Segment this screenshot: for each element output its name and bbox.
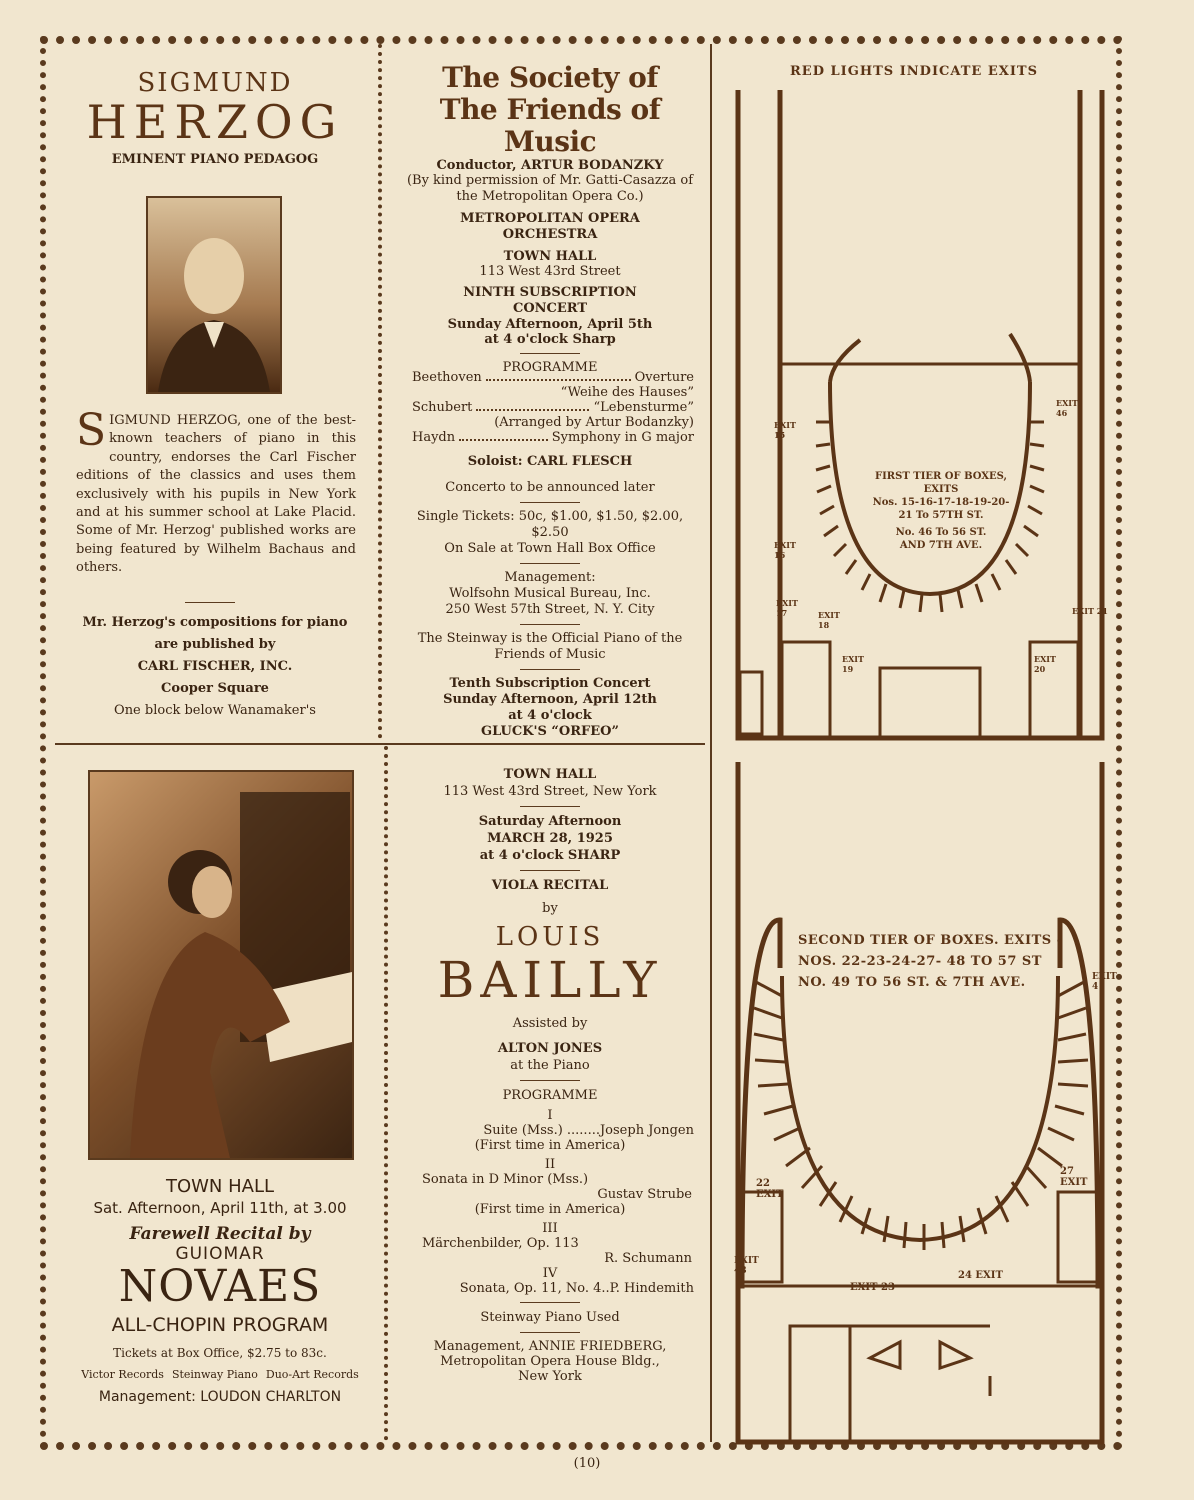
first-tier-line: AND 7TH AVE. bbox=[899, 540, 983, 551]
programme-composer: Schubert bbox=[412, 400, 473, 415]
first-tier-label bbox=[866, 470, 1016, 552]
society-rule-2 bbox=[520, 502, 580, 503]
society-time: at 4 o'clock Sharp bbox=[484, 332, 616, 347]
bailly-management-city: New York bbox=[518, 1369, 582, 1384]
society-date: Sunday Afternoon, April 5th bbox=[447, 317, 653, 332]
herzog-line1: Mr. Herzog's compositions for piano bbox=[82, 615, 348, 630]
society-title-2: The Friends of Music bbox=[439, 93, 661, 158]
bailly-rule-2 bbox=[520, 870, 580, 871]
herzog-address: Cooper Square bbox=[161, 681, 269, 696]
exit-label-4: EXIT 4 bbox=[1092, 972, 1117, 992]
society-rule-4 bbox=[520, 624, 580, 625]
herzog-bio bbox=[76, 405, 356, 578]
programme-row bbox=[412, 415, 694, 430]
second-tier-line: NOS. 22-23-24-27- 48 TO 57 ST bbox=[798, 954, 1042, 969]
pianist-figure-icon bbox=[90, 772, 352, 1158]
bailly-programme-label: PROGRAMME bbox=[502, 1088, 598, 1103]
society-details bbox=[400, 454, 700, 740]
programme-number: IV bbox=[542, 1266, 558, 1281]
herzog-line2: are published by bbox=[154, 637, 276, 652]
divider-left-bottom bbox=[384, 746, 392, 1441]
programme-composer: Beethoven bbox=[412, 370, 482, 385]
plans-header: RED LIGHTS INDICATE EXITS bbox=[790, 64, 1038, 79]
society-venue-address: 113 West 43rd Street bbox=[479, 264, 621, 279]
society-steinway: The Steinway is the Official Piano of the Friends of Music bbox=[417, 631, 683, 662]
programme-work: “Lebensturme” bbox=[593, 400, 694, 415]
programme-leader bbox=[476, 400, 589, 411]
society-next-date: Sunday Afternoon, April 12th bbox=[443, 692, 657, 707]
herzog-first-name: SIGMUND bbox=[137, 68, 293, 98]
society-conductor: Conductor, ARTUR BODANZKY bbox=[436, 158, 664, 173]
programme-row bbox=[412, 430, 694, 445]
novaes-panel bbox=[60, 1176, 380, 1405]
sponsor-duo-art: Duo-Art Records bbox=[265, 1368, 359, 1381]
bailly-piano: Steinway Piano Used bbox=[480, 1310, 620, 1325]
exit-label-15: EXIT 15 bbox=[774, 420, 796, 440]
society-venue: TOWN HALL bbox=[503, 249, 597, 264]
society-next-concert: Tenth Subscription Concert bbox=[449, 676, 651, 691]
first-tier-line: No. 46 To 56 ST. bbox=[895, 527, 987, 538]
society-next-work: GLUCK'S “ORFEO” bbox=[481, 724, 619, 739]
programme-work: Symphony in G major bbox=[551, 430, 694, 445]
herzog-last-name: HERZOG bbox=[86, 95, 344, 149]
novaes-photo bbox=[88, 770, 354, 1160]
bailly-assisted: Assisted by bbox=[512, 1016, 588, 1031]
society-tickets: Single Tickets: 50c, $1.00, $1.50, $2.00, $2.50 bbox=[416, 509, 684, 540]
society-programme bbox=[412, 370, 694, 445]
programme-line: Gustav Strube bbox=[597, 1187, 692, 1202]
society-management-label: Management: bbox=[504, 570, 596, 585]
second-tier-line: SECOND TIER OF BOXES. EXITS - bbox=[798, 933, 1063, 948]
programme-work: Overture bbox=[634, 370, 694, 385]
programme-leader bbox=[459, 430, 548, 441]
second-tier-label bbox=[798, 930, 1078, 993]
second-tier-plan bbox=[720, 756, 1115, 1446]
programme-work: (Arranged by Artur Bodanzky) bbox=[494, 415, 694, 430]
programme-line: R. Schumann bbox=[604, 1251, 692, 1266]
bailly-day: Saturday Afternoon bbox=[478, 814, 622, 829]
herzog-publisher-block bbox=[60, 612, 370, 722]
exit-label-17: EXIT 17 bbox=[776, 598, 798, 618]
bailly-pianist: ALTON JONES bbox=[497, 1041, 603, 1056]
bailly-time: at 4 o'clock SHARP bbox=[479, 848, 621, 863]
bailly-panel bbox=[400, 766, 700, 1384]
bailly-last-name: BAILLY bbox=[437, 951, 663, 1009]
society-concert: NINTH SUBSCRIPTION CONCERT bbox=[463, 285, 637, 316]
society-orchestra: METROPOLITAN OPERA ORCHESTRA bbox=[460, 211, 640, 242]
programme-line: (First time in America) bbox=[474, 1202, 626, 1217]
first-tier-line: 21 To 57TH ST. bbox=[898, 510, 984, 521]
society-rule-1 bbox=[520, 353, 580, 354]
programme-row bbox=[412, 400, 694, 415]
exit-label-22: 22 EXIT bbox=[756, 1178, 784, 1200]
novaes-first-name: GUIOMAR bbox=[175, 1244, 265, 1264]
bailly-rule-5 bbox=[520, 1332, 580, 1333]
herzog-rule bbox=[185, 602, 235, 603]
society-rule-3 bbox=[520, 563, 580, 564]
society-soloist: Soloist: CARL FLESCH bbox=[467, 454, 633, 469]
exit-label-18: EXIT 18 bbox=[818, 610, 840, 630]
divider-horizontal bbox=[55, 743, 705, 745]
sponsor-victor: Victor Records bbox=[81, 1368, 164, 1381]
bailly-rule-4 bbox=[520, 1302, 580, 1303]
bailly-management-address: Metropolitan Opera House Bldg., bbox=[440, 1354, 660, 1369]
exit-label-16: EXIT 16 bbox=[774, 540, 796, 560]
society-concerto: Concerto to be announced later bbox=[445, 480, 655, 495]
herzog-publisher: CARL FISCHER, INC. bbox=[137, 659, 293, 674]
programme-row bbox=[412, 385, 694, 400]
programme-line: Märchenbilder, Op. 113 bbox=[422, 1236, 579, 1251]
bailly-first-name: LOUIS bbox=[495, 922, 605, 952]
society-panel bbox=[400, 62, 700, 375]
programme-leader bbox=[486, 370, 631, 381]
programme-number: I bbox=[547, 1108, 553, 1123]
novaes-management: Management: LOUDON CHARLTON bbox=[98, 1389, 342, 1405]
bailly-venue: TOWN HALL bbox=[503, 767, 597, 782]
bailly-at-piano: at the Piano bbox=[510, 1058, 590, 1073]
herzog-bio-text: IGMUND HERZOG, one of the best-known teachers of piano in this country, endorses the Carl Fischer editions of the classics and uses them exclusively with his pupils in New York and at his summer school at Lake Placid. Some of Mr. Herzog' published works are being featured by Wilhelm Bachaus and others. bbox=[76, 413, 356, 576]
novaes-last-name: NOVAES bbox=[118, 1261, 322, 1312]
bailly-management: Management, ANNIE FRIEDBERG, bbox=[433, 1339, 667, 1354]
bailly-programme bbox=[400, 1108, 700, 1296]
programme-line: Sonata in D Minor (Mss.) bbox=[422, 1172, 589, 1187]
bailly-rule-3 bbox=[520, 1080, 580, 1081]
society-rule-5 bbox=[520, 669, 580, 670]
herzog-portrait bbox=[146, 196, 282, 394]
exit-label-24: 24 EXIT bbox=[958, 1270, 1003, 1281]
bailly-recital: VIOLA RECITAL bbox=[491, 878, 609, 893]
society-management: Wolfsohn Musical Bureau, Inc. bbox=[449, 586, 651, 601]
novaes-tickets: Tickets at Box Office, $2.75 to 83c. bbox=[113, 1346, 327, 1360]
society-next-time: at 4 o'clock bbox=[508, 708, 592, 723]
divider-left-top bbox=[378, 44, 386, 739]
first-tier-line: Nos. 15-16-17-18-19-20- bbox=[872, 497, 1010, 508]
novaes-date: Sat. Afternoon, April 11th, at 3.00 bbox=[93, 1199, 347, 1217]
sponsor-steinway: Steinway Piano bbox=[171, 1368, 258, 1381]
society-title-1: The Society of bbox=[442, 61, 658, 94]
novaes-farewell: Farewell Recital by bbox=[129, 1224, 311, 1244]
page-number: (10) bbox=[573, 1456, 601, 1471]
novaes-program: ALL-CHOPIN PROGRAM bbox=[111, 1314, 329, 1336]
society-management-address: 250 West 57th Street, N. Y. City bbox=[445, 602, 655, 617]
exit-label-23: EXIT 23 bbox=[850, 1282, 895, 1293]
herzog-subtitle: EMINENT PIANO PEDAGOG bbox=[111, 152, 319, 167]
exit-label-19: EXIT 19 bbox=[842, 654, 864, 674]
novaes-sponsors bbox=[60, 1368, 380, 1381]
programme-work: “Weihe des Hauses” bbox=[560, 385, 694, 400]
exit-label-27: 27 EXIT bbox=[1060, 1166, 1088, 1188]
bailly-venue-address: 113 West 43rd Street, New York bbox=[443, 784, 657, 799]
exit-label-20: EXIT 20 bbox=[1034, 654, 1056, 674]
programme-line: Suite (Mss.) ........Joseph Jongen bbox=[483, 1123, 694, 1138]
bailly-rule-1 bbox=[520, 806, 580, 807]
second-tier-box-dividers bbox=[754, 982, 1088, 1250]
novaes-venue: TOWN HALL bbox=[165, 1176, 275, 1197]
programme-composer: Haydn bbox=[412, 430, 456, 445]
herzog-dropcap: S bbox=[76, 405, 107, 456]
programme-number: II bbox=[544, 1157, 556, 1172]
bailly-by: by bbox=[542, 901, 558, 916]
exit-label-46: EXIT 46 bbox=[1056, 398, 1078, 418]
programme-line: Sonata, Op. 11, No. 4..P. Hindemith bbox=[459, 1281, 694, 1296]
exit-label-48: EXIT 48 bbox=[734, 1256, 759, 1276]
programme-line: (First time in America) bbox=[474, 1138, 626, 1153]
exit-label-21: EXIT 21 bbox=[1072, 606, 1108, 616]
bailly-date: MARCH 28, 1925 bbox=[487, 831, 613, 846]
divider-right bbox=[710, 44, 716, 1442]
society-permission: (By kind permission of Mr. Gatti-Casazza of the Metropolitan Opera Co.) bbox=[406, 173, 694, 204]
portrait-figure-icon bbox=[148, 198, 280, 392]
herzog-panel bbox=[60, 68, 370, 167]
second-tier-line: NO. 49 TO 56 ST. & 7TH AVE. bbox=[798, 975, 1026, 990]
herzog-location: One block below Wanamaker's bbox=[114, 703, 316, 718]
programme-row bbox=[412, 370, 694, 385]
programme-number: III bbox=[542, 1221, 558, 1236]
society-on-sale: On Sale at Town Hall Box Office bbox=[444, 541, 656, 556]
society-programme-label: PROGRAMME bbox=[502, 360, 598, 375]
first-tier-line: FIRST TIER OF BOXES, EXITS bbox=[875, 471, 1007, 495]
